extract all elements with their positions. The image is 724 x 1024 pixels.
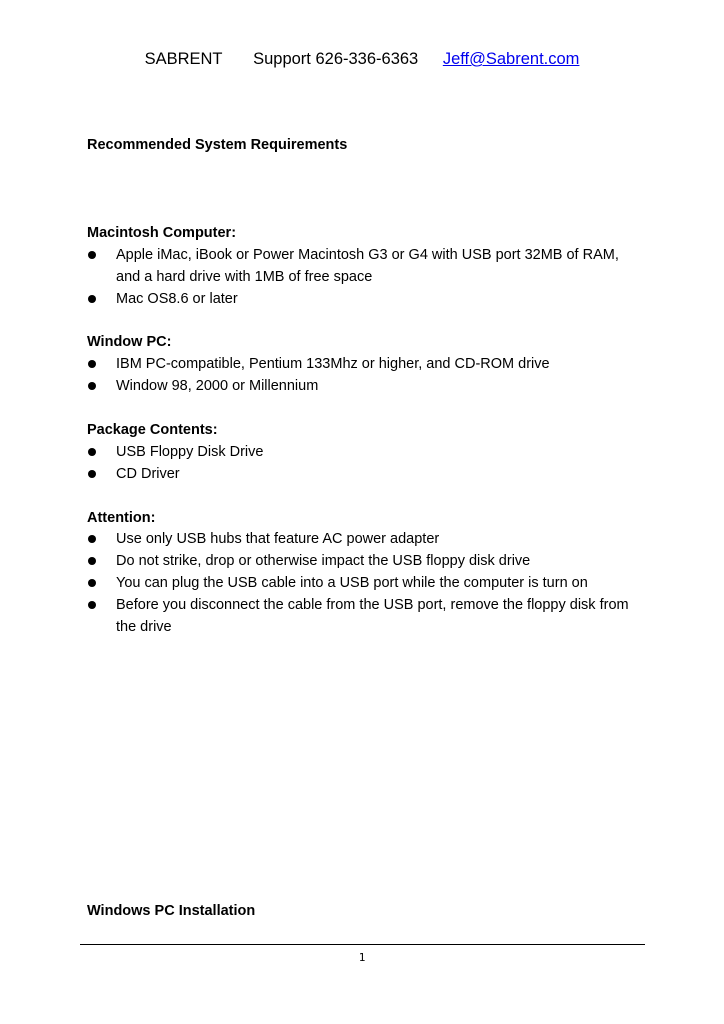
list-item (87, 550, 647, 572)
bullet-icon (88, 601, 96, 609)
page-header (0, 50, 724, 69)
list-item (87, 594, 647, 638)
list-item-text: CD Driver (116, 466, 180, 482)
install-heading: Windows PC Installation (87, 903, 256, 919)
bullet-icon (88, 360, 96, 368)
list-item (87, 288, 647, 310)
windows-requirements-list (87, 353, 647, 397)
bullet-icon (88, 470, 96, 478)
list-item (87, 572, 647, 594)
windows-heading: Window PC: (87, 334, 172, 350)
support-email-link[interactable]: Jeff@Sabrent.com (442, 50, 580, 68)
package-heading: Package Contents: (87, 422, 218, 438)
page-number: 1 (358, 951, 366, 964)
list-item-text: Window 98, 2000 or Millennium (116, 378, 319, 394)
list-item (87, 353, 647, 375)
list-item-text: Use only USB hubs that feature AC power adapter (116, 531, 440, 547)
attention-list (87, 528, 647, 638)
list-item-text: Do not strike, drop or otherwise impact the USB floppy disk drive (116, 553, 531, 569)
list-item-text: IBM PC-compatible, Pentium 133Mhz or higher, and CD-ROM drive (116, 356, 550, 372)
bullet-icon (88, 448, 96, 456)
bullet-icon (88, 579, 96, 587)
footer-divider (80, 944, 645, 945)
support-phone: Support 626-336-6363 (253, 50, 419, 68)
list-item-text: Before you disconnect the cable from the USB port, remove the floppy disk from the drive (116, 597, 629, 635)
bullet-icon (88, 382, 96, 390)
mac-heading: Macintosh Computer: (87, 225, 237, 241)
attention-heading: Attention: (87, 510, 156, 526)
list-item (87, 441, 647, 463)
bullet-icon (88, 251, 96, 259)
list-item (87, 244, 647, 288)
brand-name: SABRENT (144, 50, 223, 68)
list-item-text: USB Floppy Disk Drive (116, 444, 264, 460)
bullet-icon (88, 535, 96, 543)
list-item (87, 375, 647, 397)
list-item (87, 528, 647, 550)
list-item-text: Mac OS8.6 or later (116, 291, 238, 307)
section-title: Recommended System Requirements (87, 137, 348, 153)
list-item (87, 463, 647, 485)
list-item-text: You can plug the USB cable into a USB port while the computer is turn on (116, 575, 588, 591)
package-contents-list (87, 441, 647, 485)
bullet-icon (88, 557, 96, 565)
list-item-text: Apple iMac, iBook or Power Macintosh G3 or G4 with USB port 32MB of RAM, and a hard drive with 1MB of free space (116, 247, 619, 285)
mac-requirements-list (87, 244, 647, 310)
bullet-icon (88, 295, 96, 303)
